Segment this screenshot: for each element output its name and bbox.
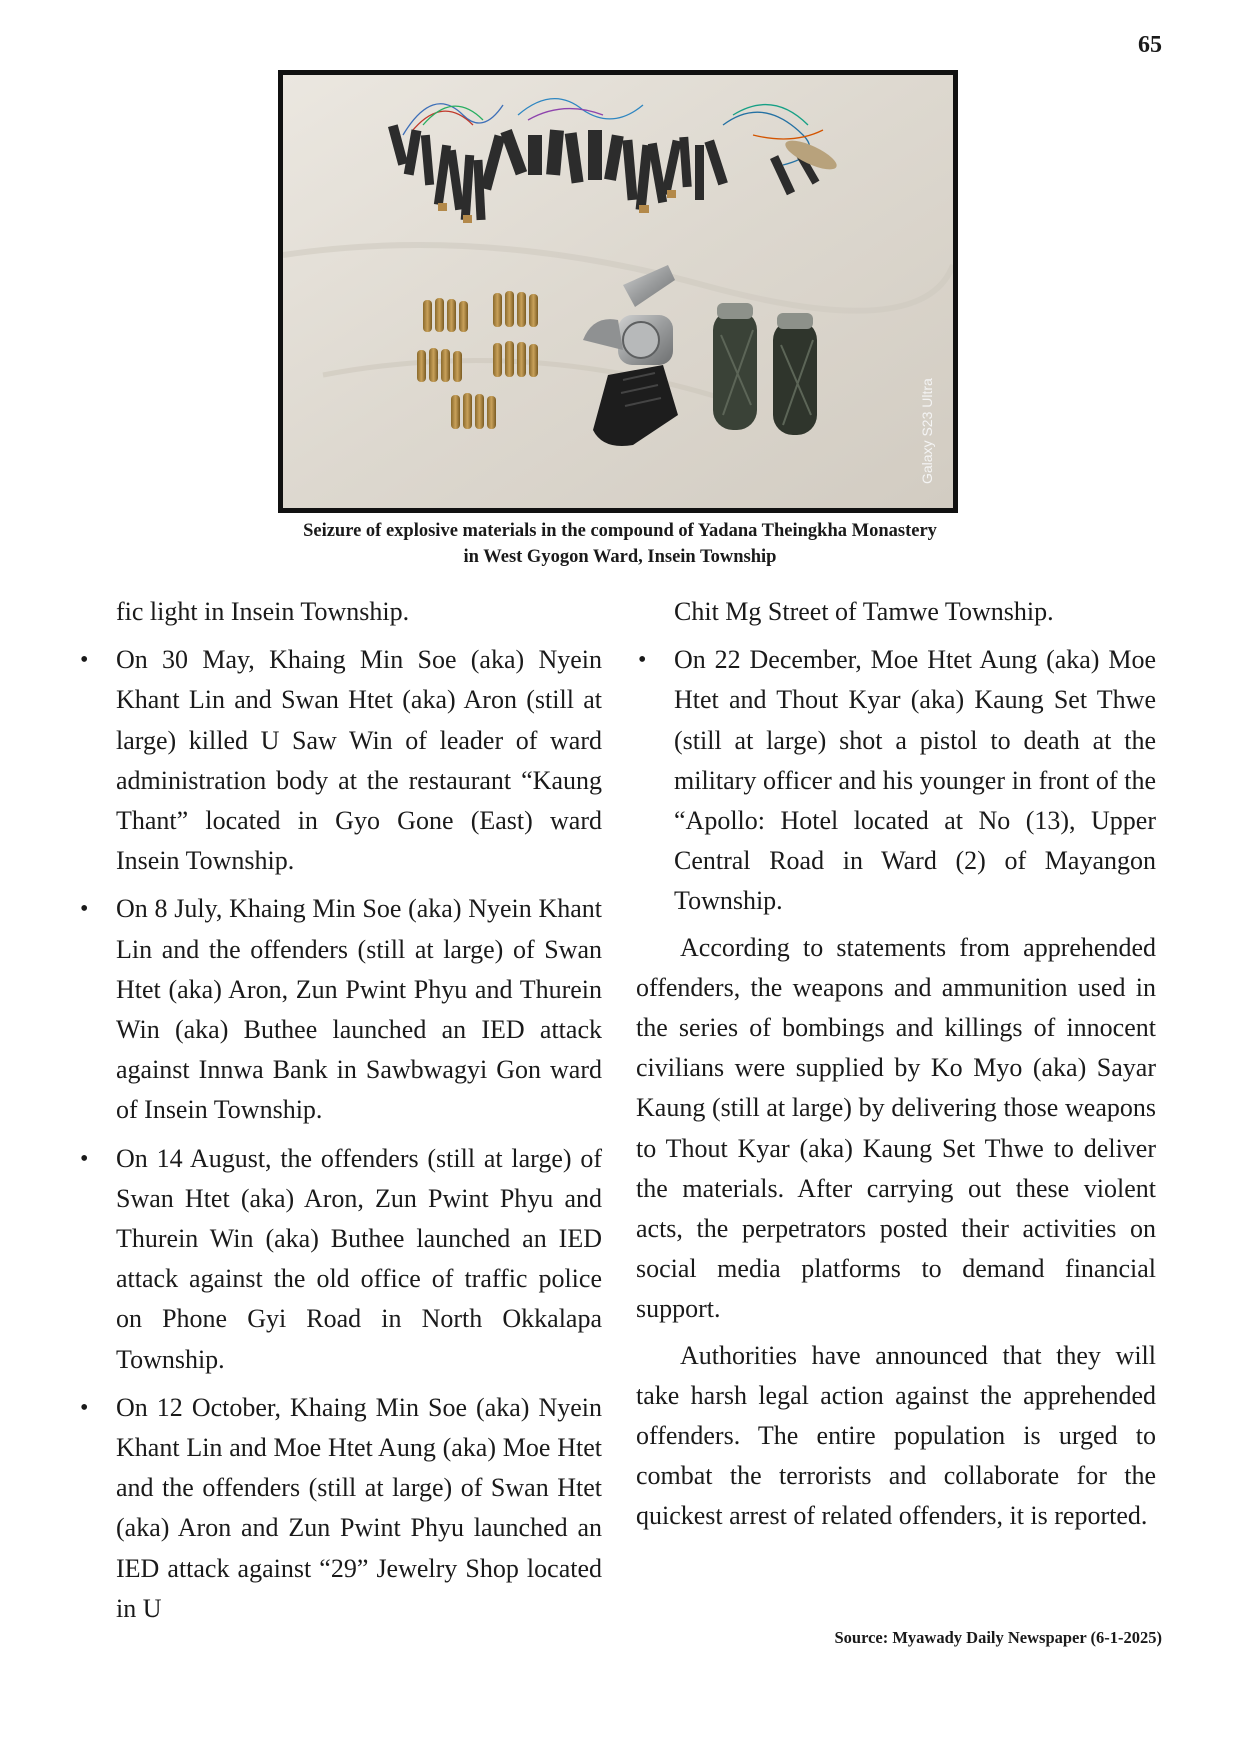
body-paragraph: Authorities have announced that they will take harsh legal action against the apprehended offenders. The entire population is urged to combat the terrorists and collaborate for the quickest arrest of related offenders, it is reported.: [636, 1340, 1156, 1531]
seized-materials-photo: [278, 70, 958, 513]
right-continuation-text: Chit Mg Street of Tamwe Township.: [674, 597, 1054, 626]
left-continuation-text: fic light in Insein Township.: [116, 597, 410, 626]
left-bullet-list: [116, 640, 602, 1629]
caption-line-1: Seizure of explosive materials in the compound of Yadana Theingkha Monastery: [303, 521, 937, 541]
page-number: 65: [1138, 32, 1162, 58]
source-citation: Source: Myawady Daily Newspaper (6-1-2025): [834, 1628, 1162, 1647]
photo-caption: [200, 518, 1040, 570]
right-bullet-list: [636, 640, 1156, 921]
list-item: • On 22 December, Moe Htet Aung (aka) Moe Htet and Thout Kyar (aka) Kaung Set Thwe (still at large) shot a pistol to death at the military officer and his younger in front of the “Apollo: Hotel located at No (13), Upper Central Road in Ward (2) of Mayangon Township.: [674, 640, 1156, 921]
list-item: • On 14 August, the offenders (still at large) of Swan Htet (aka) Aron, Zun Pwint Phyu and Thurein Win (aka) Buthee launched an IED attack against the old office of traffic police on Phone Gyi Road in North Okkalapa Township.: [116, 1139, 602, 1380]
left-column: [116, 592, 602, 1629]
list-item: • On 30 May, Khaing Min Soe (aka) Nyein Khant Lin and Swan Htet (aka) Aron (still at large) killed U Saw Win of leader of ward administration body at the restaurant “Kaung Thant” located in Gyo Gone (East) ward Insein Township.: [116, 640, 602, 881]
list-item: • On 12 October, Khaing Min Soe (aka) Nyein Khant Lin and Moe Htet Aung (aka) Moe Htet and the offenders (still at large) of Swan Htet (aka) Aron and Zun Pwint Phyu launched an IED attack against “29” Jewelry Shop located in U: [116, 1388, 602, 1629]
photo-illustration: [283, 75, 953, 508]
list-item: • On 8 July, Khaing Min Soe (aka) Nyein Khant Lin and the offenders (still at large) of Swan Htet (aka) Aron, Zun Pwint Phyu and Thurein Win (aka) Buthee launched an IED attack against Innwa Bank in Sawbwagyi Gon ward of Insein Township.: [116, 889, 602, 1130]
body-paragraph: According to statements from apprehended offenders, the weapons and ammunition used in the series of bombings and killings of innocent civilians were supplied by Ko Myo (aka) Sayar Kaung (still at large) by delivering those weapons to Thout Kyar (aka) Kaung Set Thwe to deliver the materials. After carrying out these violent acts, the perpetrators posted their activities on social media platforms to demand financial support.: [636, 932, 1156, 1324]
right-column: [636, 592, 1156, 1537]
camera-watermark: Galaxy S23 Ultra: [919, 378, 935, 484]
caption-line-2: in West Gyogon Ward, Insein Township: [463, 547, 777, 567]
